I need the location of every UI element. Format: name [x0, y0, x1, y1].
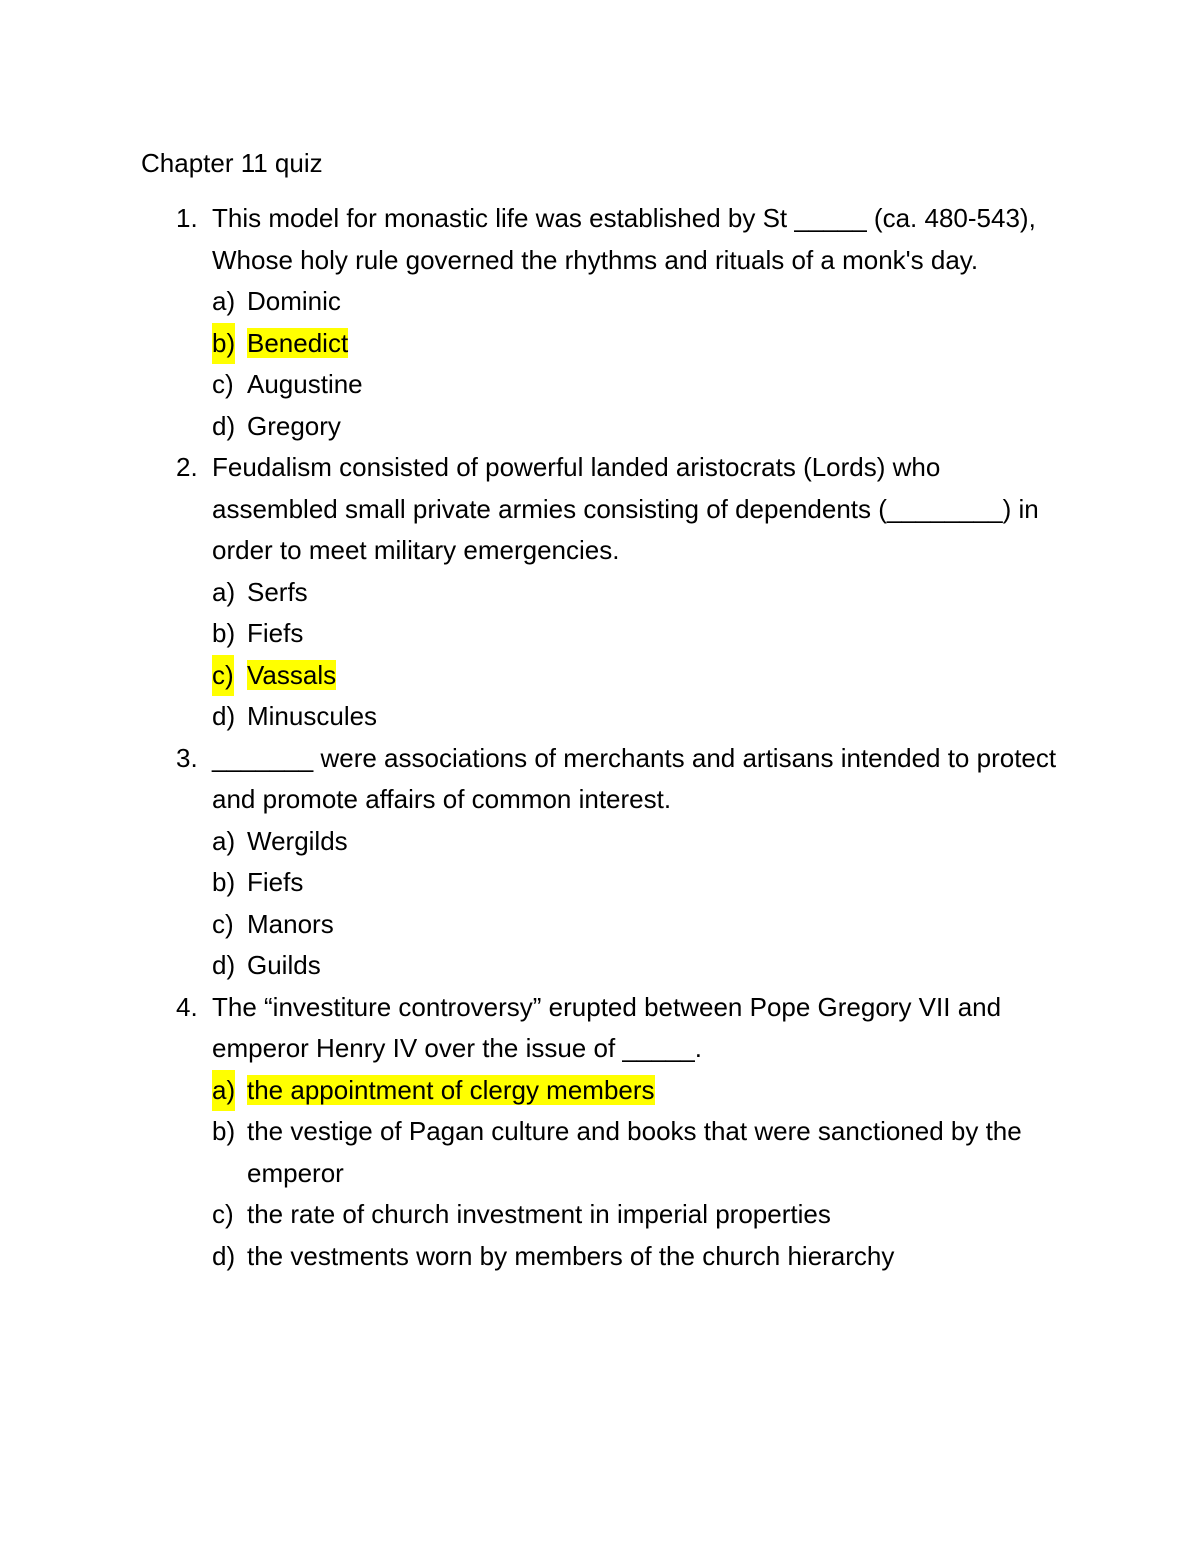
option-label: d) [212, 701, 236, 731]
answer-blank: _____ [794, 203, 867, 233]
option-d [212, 945, 1200, 987]
option-text: the rate of church investment in imperial properties [247, 1199, 831, 1229]
option-label: a) [212, 1070, 235, 1112]
answer-blank: _______ [212, 742, 314, 773]
option-list [0, 1070, 1200, 1278]
option-label: c) [212, 908, 234, 939]
question-3 [0, 738, 1200, 987]
option-label: c) [212, 655, 234, 697]
option-c-highlighted [212, 655, 1200, 697]
option-list [0, 572, 1200, 738]
option-label: c) [212, 369, 234, 399]
option-text: the vestige of Pagan culture and books that were sanctioned by the emperor [247, 1116, 1022, 1188]
option-b [212, 1111, 1200, 1194]
option-b [212, 862, 1200, 904]
option-text: Benedict [247, 327, 349, 358]
option-c [212, 904, 1200, 946]
question-number: 4. [176, 991, 198, 1022]
option-b [212, 613, 1200, 655]
option-a [212, 572, 1200, 614]
option-c [212, 1194, 1200, 1236]
option-label: a) [212, 286, 236, 316]
option-text: the vestments worn by members of the church hierarchy [247, 1240, 895, 1271]
answer-blank: _____ [622, 1033, 695, 1063]
option-d [212, 696, 1200, 738]
option-a-highlighted [212, 1070, 1200, 1112]
option-text: Dominic [247, 286, 341, 316]
option-text: Vassals [247, 659, 337, 690]
question-list [0, 198, 1200, 1277]
question-text [212, 738, 1062, 821]
question-text-before: The “investiture controversy” erupted between Pope Gregory VII and emperor Henry IV over the issue of [212, 991, 1002, 1063]
option-d [212, 406, 1200, 448]
question-text-after: ) in order to meet military emergencies. [212, 493, 1039, 565]
option-label: b) [212, 867, 236, 897]
option-label: d) [212, 410, 236, 441]
option-c [212, 364, 1200, 406]
option-list [0, 821, 1200, 987]
option-text: Guilds [247, 950, 321, 980]
option-text: Gregory [247, 410, 341, 441]
question-text [212, 447, 1062, 572]
option-label: a) [212, 576, 236, 607]
question-text-before: Feudalism consisted of powerful landed aristocrats (Lords) who assembled small private armies consisting of dependents ( [212, 452, 941, 524]
option-label: c) [212, 1199, 234, 1229]
option-label: b) [212, 618, 236, 648]
quiz-title: Chapter 11 quiz [141, 148, 323, 178]
option-a [212, 821, 1200, 863]
question-number: 2. [176, 452, 198, 482]
question-number: 1. [176, 203, 198, 233]
option-text: Fiefs [247, 867, 304, 897]
option-label: d) [212, 950, 236, 980]
option-label: d) [212, 1240, 236, 1271]
question-text-before: This model for monastic life was established by St [212, 203, 788, 233]
option-text: Minuscules [247, 701, 378, 731]
option-text: Serfs [247, 576, 308, 607]
option-d [212, 1236, 1200, 1278]
option-label: a) [212, 825, 236, 856]
question-number: 3. [176, 742, 198, 773]
option-list [0, 281, 1200, 447]
option-text: Wergilds [247, 825, 348, 856]
option-a [212, 281, 1200, 323]
question-text [212, 198, 1062, 281]
question-4 [0, 987, 1200, 1278]
question-text-after: (ca. 480-543), Whose holy rule governed the rhythms and rituals of a monk's day. [212, 203, 1036, 275]
option-text: Manors [247, 908, 334, 939]
question-text [212, 987, 1062, 1070]
option-label: b) [212, 1116, 236, 1146]
option-label: b) [212, 323, 235, 365]
answer-blank: ________ [886, 493, 1003, 524]
option-b-highlighted [212, 323, 1200, 365]
option-text: Fiefs [247, 618, 304, 648]
option-text: Augustine [247, 369, 363, 399]
question-text-after: . [694, 1033, 702, 1063]
question-text-after: were associations of merchants and artisans intended to protect and promote affairs of common interest. [212, 742, 1057, 814]
option-text: the appointment of clergy members [247, 1074, 655, 1105]
question-2 [0, 447, 1200, 738]
question-1 [0, 198, 1200, 447]
